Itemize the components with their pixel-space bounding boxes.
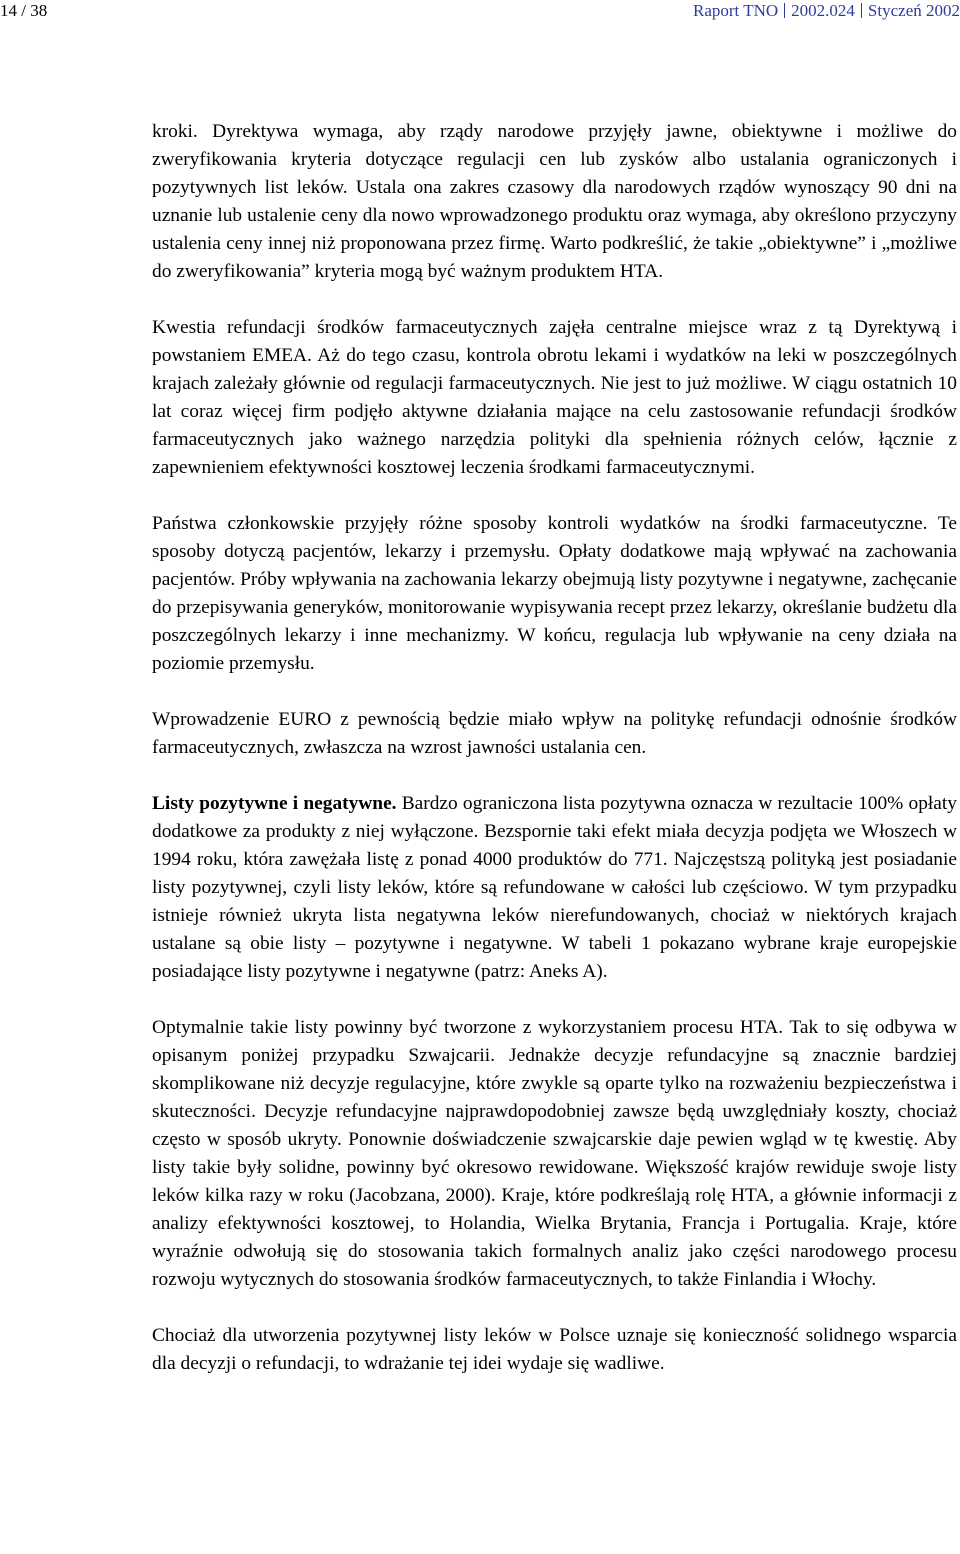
paragraph-text: Bardzo ograniczona lista pozytywna oznacza w rezultacie 100% opłaty dodatkowe za produkty z niej wyłączone. Bezspornie taki efekt miała decyzja podjęta we Włoszech w 1994 roku, która zawężała listę z ponad 4000 produktów do 771. Najczęstszą polityką jest posiadanie listy pozytywnej, czyli listy leków, które są refundowane w całości lub częściowo. W tym przypadku istnieje również ukryta lista negatywna leków nierefundowanych, chociaż w niektórych krajach ustalane są obie listy – pozytywne i negatywne. W tabeli 1 pokazano wybrane kraje europejskie posiadające listy pozytywne i negatywne (patrz: Aneks A). — [152, 793, 957, 982]
paragraph — [152, 790, 957, 986]
separator — [861, 3, 862, 18]
page-body — [152, 118, 957, 1378]
report-name: Raport TNO — [693, 1, 779, 20]
paragraph: Chociaż dla utworzenia pozytywnej listy leków w Polsce uznaje się konieczność solidnego wsparcia dla decyzji o refundacji, to wdrażanie tej idei wydaje się wadliwe. — [152, 1325, 957, 1374]
paragraph: Optymalnie takie listy powinny być tworzone z wykorzystaniem procesu HTA. Tak to się odbywa w opisanym poniżej przypadku Szwajcarii. Jednakże decyzje refundacyjne są znacznie bardziej skomplikowane niż decyzje regulacyjne, które zwykle są oparte tylko na rozważeniu bezpieczeństwa i skuteczności. Decyzje refundacyjne najprawdopodobniej zawsze będą uwzględniały koszty, chociaż często w sposób ukryty. Ponownie doświadczenie szwajcarskie daje pewien wgląd w tę kwestię. Aby listy takie były solidne, powinny być okresowo rewidowane. Większość krajów rewiduje swoje listy leków kilka razy w roku (Jacobzana, 2000). Kraje, które podkreślają rolę HTA, a głównie informacji z analizy efektywności kosztowej, to Holandia, Wielka Brytania, Francja i Portugalia. Kraje, które wyraźnie odwołują się do stosowania takich formalnych analiz jako części narodowego procesu rozwoju wytycznych do stosowania środków farmaceutycznych, to także Finlandia i Włochy. — [152, 1017, 957, 1290]
report-id: 2002.024 — [791, 1, 855, 20]
paragraph: Kwestia refundacji środków farmaceutycznych zajęła centralne miejsce wraz z tą Dyrektywą i powstaniem EMEA. Aż do tego czasu, kontrola obrotu lekami i wydatków na leki w poszczególnych krajach zależały głównie od regulacji farmaceutycznych. Nie jest to już możliwe. W ciągu ostatnich 10 lat coraz więcej firm podjęło aktywne działania mające na celu zastosowanie refundacji środków farmaceutycznych jako ważnego narzędzia polityki dla spełnienia różnych celów, łącznie z zapewnieniem efektywności kosztowej leczenia środkami farmaceutycznymi. — [152, 317, 957, 478]
page-number: 14 / 38 — [0, 1, 48, 20]
separator — [784, 3, 785, 18]
paragraph: Państwa członkowskie przyjęły różne sposoby kontroli wydatków na środki farmaceutyczne. Te sposoby dotyczą pacjentów, lekarzy i przemysłu. Opłaty dodatkowe mają wpływać na zachowania pacjentów. Próby wpływania na zachowania lekarzy obejmują listy pozytywne i negatywne, zachęcanie do przepisywania generyków, monitorowanie wypisywania recept przez lekarzy, określanie budżetu dla poszczególnych lekarzy i inne mechanizmy. W końcu, regulacja lub wpływanie na ceny działa na poziomie przemysłu. — [152, 513, 957, 674]
section-lead-heading: Listy pozytywne i negatywne. — [152, 793, 397, 814]
paragraph: kroki. Dyrektywa wymaga, aby rządy narodowe przyjęły jawne, obiektywne i możliwe do zweryfikowania kryteria dotyczące regulacji cen lub zysków albo ustalania ograniczonych i pozytywnych list leków. Ustala ona zakres czasowy dla narodowych rządów wynoszący 90 dni na uznanie lub ustalenie ceny dla nowo wprowadzonego produktu oraz wymaga, aby określono przyczyny ustalenia ceny innej niż proponowana przez firmę. Warto podkreślić, że takie „obiektywne” i „możliwe do zweryfikowania” kryteria mogą być ważnym produktem HTA. — [152, 121, 957, 282]
paragraph: Wprowadzenie EURO z pewnością będzie miało wpływ na politykę refundacji odnośnie środków farmaceutycznych, zwłaszcza na wzrost jawności ustalania cen. — [152, 709, 957, 758]
report-date: Styczeń 2002 — [867, 1, 960, 20]
report-reference — [693, 0, 960, 22]
page-header — [0, 0, 960, 26]
